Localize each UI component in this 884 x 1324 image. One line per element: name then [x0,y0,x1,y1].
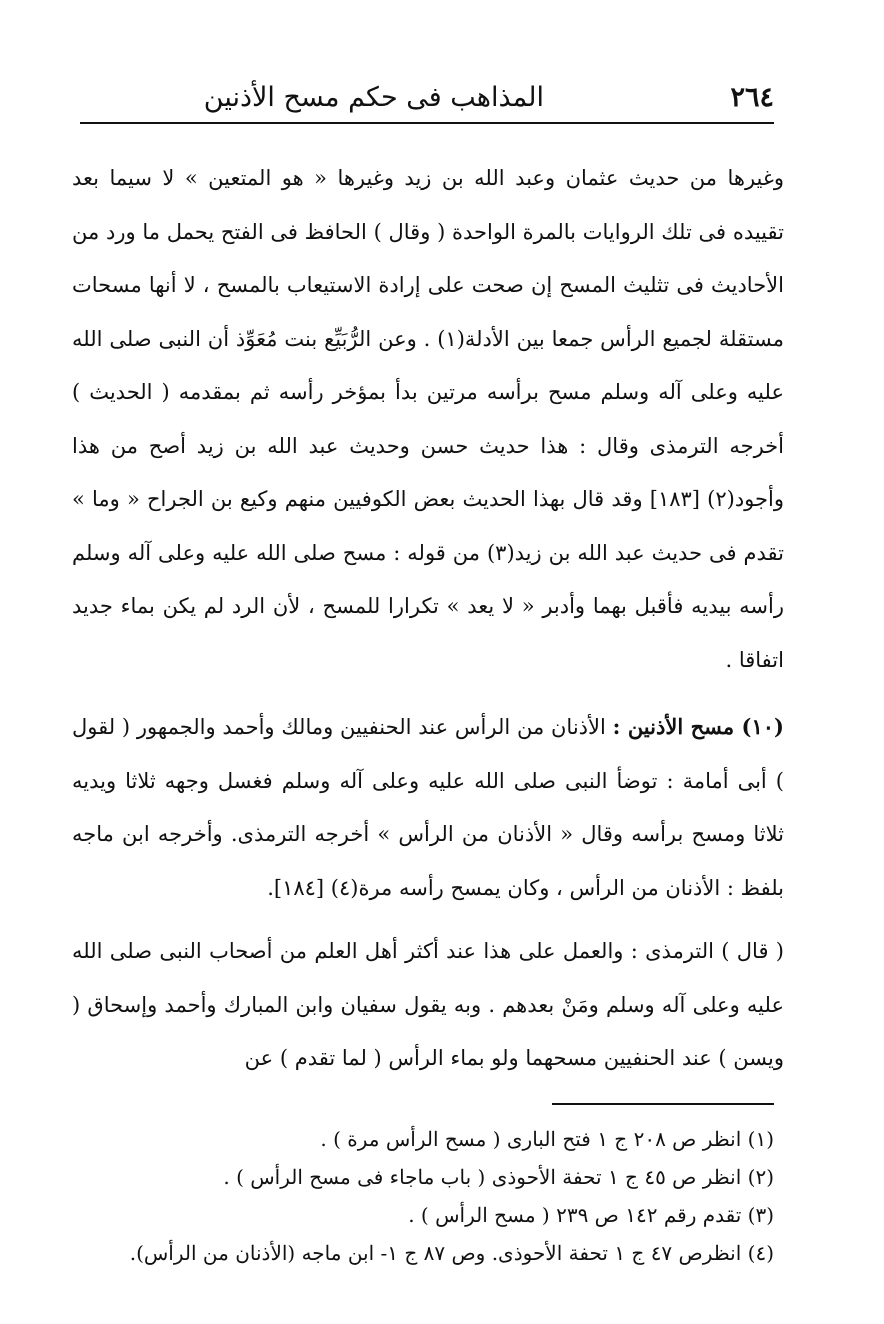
paragraph-3 [72,925,784,1086]
footnote-1: (١) انظر ص ٢٠٨ ج ١ فتح البارى ( مسح الرأس مرة ) . [320,1127,774,1151]
running-title: المذاهب فى حكم مسح الأذنين [203,82,544,113]
paragraph-1-text: وغيرها من حديث عثمان وعبد الله بن زيد وغيرها « هو المتعين » لا سيما بعد تقييده فى تلك الروايات بالمرة الواحدة ( وقال ) الحافظ فى الفتح يحمل ما ورد من الأحاديث فى تثليث المسح إن صحت على إرادة الاستيعاب بالمسح ، لا أنها مسحات مستقلة لجميع الرأس جمعا بين الأدلة(١) . وعن الرُّبَيِّع بنت مُعَوِّذ أن النبى صلى الله عليه وعلى آله وسلم مسح برأسه مرتين بدأ بمؤخر رأسه ثم بمقدمه ( الحديث ) أخرجه الترمذى وقال : هذا حديث حسن وحديث عبد الله بن زيد أصح من هذا وأجود(٢) [١٨٣] وقد قال بهذا الحديث بعض الكوفيين منهم وكيع بن الجراح « وما » تقدم فى حديث عبد الله بن زيد(٣) من قوله : مسح صلى الله عليه وعلى آله وسلم رأسه بيديه فأقبل بهما وأدبر « لا يعد » تكرارا للمسح ، لأن الرد لم يكن بماء جديد اتفاقا . [72,166,784,672]
footnote-divider [552,1103,774,1105]
page-header [80,78,774,124]
footnotes [72,1120,774,1272]
page-number: ٢٦٤ [730,82,774,113]
paragraph-2-text: الأذنان من الرأس عند الحنفيين ومالك وأحمد والجمهور ( لقول ) أبى أمامة : توضأ النبى صلى الله عليه وعلى آله وسلم فغسل وجهه ثلاثا ويديه ثلاثا ومسح برأسه وقال « الأذنان من الرأس » أخرجه الترمذى. وأخرجه ابن ماجه بلفظ : الأذنان من الرأس ، وكان يمسح رأسه مرة(٤) [١٨٤]. [72,715,784,900]
paragraph-2 [72,700,784,915]
paragraph-1 [72,152,784,687]
footnote-4: (٤) انظرص ٤٧ ج ١ تحفة الأحوذى. وص ٨٧ ج ١- ابن ماجه (الأذنان من الرأس). [129,1241,774,1265]
footnote-3: (٣) تقدم رقم ١٤٢ ص ٢٣٩ ( مسح الرأس ) . [408,1203,774,1227]
paragraph-2-block [72,700,784,915]
footnote-2: (٢) انظر ص ٤٥ ج ١ تحفة الأحوذى ( باب ماجاء فى مسح الرأس ) . [223,1165,774,1189]
paragraph-3-text: ( قال ) الترمذى : والعمل على هذا عند أكثر أهل العلم من أصحاب النبى صلى الله عليه وعلى آله وسلم ومَنْ بعدهم . وبه يقول سفيان وابن المبارك وأحمد وإسحاق ( ويسن ) عند الحنفيين مسحهما ولو بماء الرأس ( لما تقدم ) عن [72,939,784,1070]
section-heading: (١٠) مسح الأذنين : [612,714,784,739]
